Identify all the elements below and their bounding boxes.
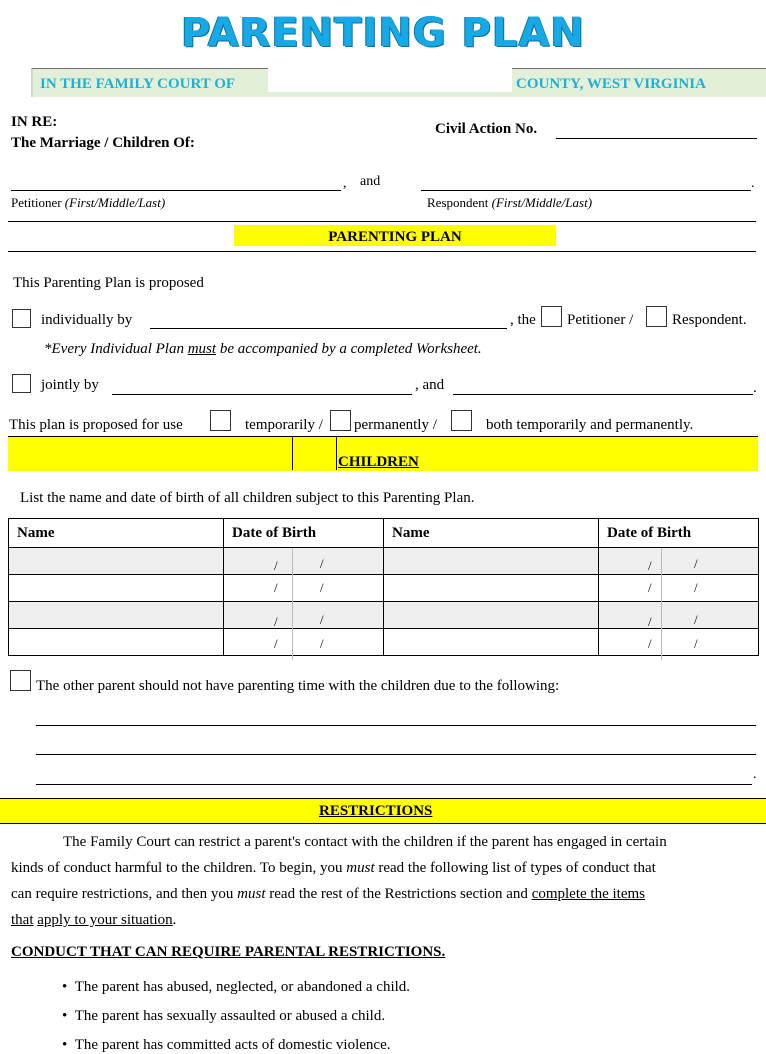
col-name: Name: [384, 519, 599, 548]
reason-line-2[interactable]: [36, 754, 756, 755]
petitioner-label: Petitioner: [11, 195, 62, 210]
child-name-cell[interactable]: [384, 629, 599, 656]
child-dob-cell[interactable]: [599, 575, 759, 602]
dob-slash: /: [274, 614, 278, 629]
bar-divider: [336, 436, 337, 470]
child-name-cell[interactable]: [384, 548, 599, 575]
individually-label: individually by: [41, 312, 133, 328]
individually-name-field[interactable]: [150, 328, 507, 329]
no-parenting-time-checkbox[interactable]: [10, 670, 31, 691]
dob-slash: /: [320, 636, 324, 651]
worksheet-note: [44, 341, 482, 358]
respondent-caption: [427, 195, 592, 211]
restrictions-must: must: [237, 886, 266, 902]
restrictions-line-2: [11, 860, 656, 877]
child-name-cell[interactable]: [9, 575, 224, 602]
table-row: [9, 629, 759, 656]
the-label: , the: [510, 312, 536, 328]
individually-checkbox[interactable]: [12, 309, 31, 328]
table-row: [9, 602, 759, 629]
county-name-field[interactable]: [268, 68, 512, 92]
jointly-checkbox[interactable]: [12, 374, 31, 393]
respondent-hint: (First/Middle/Last): [491, 195, 593, 210]
col-name: Name: [9, 519, 224, 548]
marriage-label: The Marriage / Children Of:: [11, 135, 195, 151]
child-name-cell[interactable]: [384, 602, 599, 629]
bar-divider: [292, 436, 293, 470]
respondent-option: Respondent.: [672, 312, 747, 328]
divider: [8, 221, 756, 222]
dob-divider: [292, 548, 293, 660]
note-text: *Every Individual Plan: [44, 341, 188, 357]
no-parenting-time-text: The other parent should not have parenting time with the children due to the following:: [36, 678, 560, 694]
caption-comma: ,: [343, 176, 347, 191]
dob-slash: /: [694, 612, 698, 627]
restrictions-must: must: [346, 860, 375, 876]
table-row: [9, 548, 759, 575]
bullet-text: The parent has sexually assaulted or abused a child.: [74, 1008, 386, 1024]
dob-slash: /: [694, 580, 698, 595]
page-title: PARENTING PLAN: [181, 10, 585, 56]
jointly-period: .: [753, 380, 757, 396]
reason-line-1[interactable]: [36, 725, 756, 726]
court-suffix: COUNTY, WEST VIRGINIA: [516, 76, 706, 92]
list-item: [62, 979, 410, 996]
temporarily-label: temporarily /: [245, 417, 323, 433]
list-item: [62, 1037, 391, 1054]
permanently-label: permanently /: [354, 417, 437, 433]
dob-slash: /: [694, 556, 698, 571]
note-must: must: [187, 341, 217, 357]
caption-period: .: [751, 176, 755, 191]
jointly-name-field-2[interactable]: [453, 394, 753, 395]
child-dob-cell[interactable]: [599, 602, 759, 629]
table-header-row: [9, 519, 759, 548]
child-dob-cell[interactable]: [224, 548, 384, 575]
dob-slash: /: [274, 580, 278, 595]
restrictions-line-3: [11, 886, 645, 903]
children-intro: List the name and date of birth of all children subject to this Parenting Plan.: [20, 490, 475, 506]
bullet-icon: •: [62, 979, 68, 995]
note-text-end: be accompanied by a completed Worksheet.: [216, 341, 482, 357]
dob-slash: /: [648, 558, 652, 573]
divider: [8, 251, 756, 252]
both-label: both temporarily and permanently.: [486, 417, 694, 433]
child-name-cell[interactable]: [9, 602, 224, 629]
section-children: CHILDREN: [338, 454, 419, 470]
court-prefix: IN THE FAMILY COURT OF: [40, 76, 236, 92]
respondent-name-field[interactable]: [421, 190, 751, 191]
col-dob: Date of Birth: [599, 519, 759, 548]
children-table: [8, 518, 759, 656]
dob-slash: /: [274, 636, 278, 651]
civil-action-field[interactable]: [556, 138, 757, 139]
dob-slash: /: [648, 636, 652, 651]
child-dob-cell[interactable]: [224, 629, 384, 656]
permanently-checkbox[interactable]: [330, 410, 351, 431]
child-dob-cell[interactable]: [599, 629, 759, 656]
respondent-checkbox[interactable]: [646, 306, 667, 327]
restrictions-text: kinds of conduct harmful to the children. To begin, you: [11, 860, 347, 876]
respondent-label: Respondent: [427, 195, 489, 210]
col-dob: Date of Birth: [224, 519, 384, 548]
bullet-icon: •: [62, 1008, 68, 1024]
dob-slash: /: [648, 614, 652, 629]
section-restrictions: RESTRICTIONS: [319, 803, 433, 819]
table-row: [9, 575, 759, 602]
conduct-heading: CONDUCT THAT CAN REQUIRE PARENTAL RESTRICTIONS.: [11, 944, 446, 960]
jointly-and: , and: [415, 377, 445, 393]
proposal-intro: This Parenting Plan is proposed: [13, 275, 204, 291]
restrictions-text: read the rest of the Restrictions section and: [265, 886, 532, 902]
jointly-label: jointly by: [41, 377, 99, 393]
child-name-cell[interactable]: [9, 548, 224, 575]
child-name-cell[interactable]: [384, 575, 599, 602]
dob-slash: /: [694, 636, 698, 651]
use-label: This plan is proposed for use: [9, 417, 183, 433]
section-parenting-plan: PARENTING PLAN: [234, 225, 556, 246]
restrictions-line-1: The Family Court can restrict a parent's contact with the children if the parent has engaged in certain: [63, 834, 667, 850]
civil-action-label: Civil Action No.: [435, 121, 538, 137]
restrictions-text: read the following list of types of conduct that: [374, 860, 656, 876]
in-re-label: IN RE:: [11, 114, 58, 130]
dob-divider: [661, 548, 662, 660]
petitioner-caption: [11, 195, 165, 211]
restrictions-underlined: complete the items: [531, 886, 645, 902]
dob-slash: /: [274, 558, 278, 573]
both-checkbox[interactable]: [451, 410, 472, 431]
child-dob-cell[interactable]: [224, 602, 384, 629]
jointly-name-field-1[interactable]: [112, 394, 412, 395]
dob-slash: /: [320, 556, 324, 571]
petitioner-hint: (First/Middle/Last): [64, 195, 166, 210]
restrictions-underlined: that: [11, 912, 34, 928]
restrictions-text: .: [172, 912, 177, 928]
restrictions-text: can require restrictions, and then you: [11, 886, 238, 902]
child-dob-cell[interactable]: [599, 548, 759, 575]
reason-period: .: [753, 767, 757, 782]
caption-and: and: [360, 174, 381, 189]
bullet-text: The parent has abused, neglected, or abandoned a child.: [74, 979, 411, 995]
reason-line-3[interactable]: [36, 784, 752, 785]
restrictions-line-4: [11, 912, 176, 929]
petitioner-name-field[interactable]: [11, 190, 341, 191]
bullet-icon: •: [62, 1037, 68, 1053]
restrictions-underlined: apply to your situation: [37, 912, 173, 928]
dob-slash: /: [320, 580, 324, 595]
dob-slash: /: [320, 612, 324, 627]
dob-slash: /: [648, 580, 652, 595]
child-name-cell[interactable]: [9, 629, 224, 656]
child-dob-cell[interactable]: [224, 575, 384, 602]
petitioner-option: Petitioner /: [567, 312, 634, 328]
bullet-text: The parent has committed acts of domestic violence.: [74, 1037, 391, 1053]
temporarily-checkbox[interactable]: [210, 410, 231, 431]
petitioner-checkbox[interactable]: [541, 306, 562, 327]
list-item: [62, 1008, 385, 1025]
